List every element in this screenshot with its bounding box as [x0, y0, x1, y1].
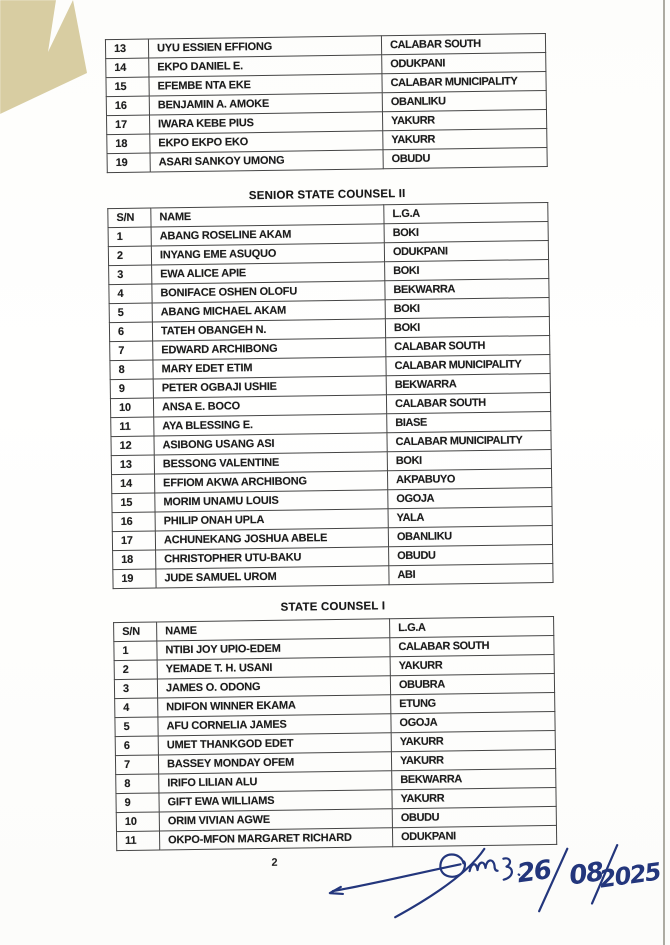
name-cell: ANSA E. BOCO: [153, 395, 386, 417]
name-cell: UYU ESSIEN EFFIONG: [148, 36, 381, 58]
lga-cell: CALABAR MUNICIPALITY: [387, 430, 551, 451]
name-cell: NDIFON WINNER EKAMA: [158, 695, 391, 717]
header-cell: NAME: [157, 619, 390, 641]
serial-cell: 13: [105, 39, 148, 59]
name-cell: MORIM UNAMU LOUIS: [155, 490, 388, 512]
serial-cell: 9: [116, 793, 159, 813]
serial-cell: 19: [107, 153, 150, 173]
page-number: 2: [271, 856, 278, 869]
serial-cell: 16: [112, 512, 155, 532]
name-cell: EFFIOM AKWA ARCHIBONG: [155, 471, 388, 493]
serial-cell: 3: [109, 265, 152, 285]
name-cell: BESSONG VALENTINE: [154, 452, 387, 474]
header-cell: L.G.A: [390, 616, 554, 637]
name-cell: CHRISTOPHER UTU-BAKU: [156, 547, 389, 569]
lga-cell: BOKI: [384, 222, 548, 243]
name-cell: PHILIP ONAH UPLA: [155, 509, 388, 531]
counsel-continuation-table: [105, 33, 548, 173]
serial-cell: 19: [113, 569, 156, 589]
lga-cell: BOKI: [385, 297, 549, 318]
lga-cell: YAKURR: [382, 110, 546, 131]
name-cell: IWARA KEBE PIUS: [149, 112, 382, 134]
serial-cell: 15: [112, 493, 155, 513]
header-cell: S/N: [108, 208, 151, 228]
serial-cell: 11: [116, 831, 159, 851]
name-cell: UMET THANKGOD EDET: [158, 733, 391, 755]
lga-cell: CALABAR SOUTH: [390, 635, 554, 656]
lga-cell: YALA: [388, 506, 552, 527]
serial-cell: 17: [106, 115, 149, 135]
handwritten-signature: [310, 833, 661, 942]
name-cell: BENJAMIN A. AMOKE: [149, 93, 382, 115]
lga-cell: BOKI: [387, 449, 551, 470]
serial-cell: 4: [115, 698, 158, 718]
serial-cell: 6: [109, 322, 152, 342]
serial-cell: 5: [115, 717, 158, 737]
lga-cell: BEKWARRA: [392, 768, 556, 789]
serial-cell: 1: [108, 227, 151, 247]
name-cell: OKPO-MFON MARGARET RICHARD: [159, 828, 392, 850]
lga-cell: OBUDU: [389, 544, 553, 565]
lga-cell: BEKWARRA: [385, 278, 549, 299]
name-cell: EKPO DANIEL E.: [149, 55, 382, 77]
serial-cell: 2: [108, 246, 151, 266]
name-cell: ASIBONG USANG ASI: [154, 433, 387, 455]
name-cell: ABANG ROSELINE AKAM: [151, 224, 384, 246]
lga-cell: CALABAR SOUTH: [386, 335, 550, 356]
name-cell: JUDE SAMUEL UROM: [156, 566, 389, 588]
serial-cell: 15: [106, 77, 149, 97]
lga-cell: BOKI: [385, 259, 549, 280]
serial-cell: 13: [111, 455, 154, 475]
lga-cell: BEKWARRA: [386, 373, 550, 394]
serial-cell: 12: [111, 436, 154, 456]
lga-cell: OBUBRA: [390, 673, 554, 694]
lga-cell: OGOJA: [388, 487, 552, 508]
signature-date-month: 08: [567, 857, 605, 892]
serial-cell: 8: [116, 774, 159, 794]
header-cell: S/N: [114, 622, 157, 642]
name-cell: MARY EDET ETIM: [153, 357, 386, 379]
name-cell: IRIFO LILIAN ALU: [159, 771, 392, 793]
name-cell: TATEH OBANGEH N.: [152, 319, 385, 341]
serial-cell: 18: [107, 134, 150, 154]
signature-date-year: 2025: [597, 857, 662, 894]
lga-cell: YAKURR: [391, 749, 555, 770]
lga-cell: OBANLIKU: [388, 525, 552, 546]
lga-cell: YAKURR: [391, 730, 555, 751]
lga-cell: AKPABUYO: [387, 468, 551, 489]
lga-cell: OBUDU: [383, 148, 547, 169]
state-counsel-i-table: [113, 616, 557, 851]
name-cell: INYANG EME ASUQUO: [151, 243, 384, 265]
name-cell: PETER OGBAJI USHIE: [153, 376, 386, 398]
lga-cell: ODUKPANI: [384, 240, 548, 261]
serial-cell: 7: [115, 755, 158, 775]
name-cell: AYA BLESSING E.: [154, 414, 387, 436]
serial-cell: 16: [106, 96, 149, 116]
lga-cell: YAKURR: [383, 129, 547, 150]
serial-cell: 14: [106, 58, 149, 78]
serial-cell: 5: [109, 303, 152, 323]
lga-cell: OBANLIKU: [382, 91, 546, 112]
name-cell: ORIM VIVIAN AGWE: [159, 809, 392, 831]
lga-cell: OBUDU: [392, 806, 556, 827]
serial-cell: 3: [114, 679, 157, 699]
lga-cell: CALABAR SOUTH: [386, 392, 550, 413]
serial-cell: 14: [112, 474, 155, 494]
lga-cell: ETUNG: [391, 692, 555, 713]
name-cell: EWA ALICE APIE: [152, 262, 385, 284]
lga-cell: CALABAR SOUTH: [381, 34, 545, 55]
lga-cell: BOKI: [385, 316, 549, 337]
section-title-state-counsel-i: STATE COUNSEL I: [280, 600, 386, 614]
name-cell: AFU CORNELIA JAMES: [158, 714, 391, 736]
serial-cell: 18: [113, 550, 156, 570]
lga-cell: ODUKPANI: [382, 53, 546, 74]
name-cell: EDWARD ARCHIBONG: [153, 338, 386, 360]
name-cell: GIFT EWA WILLIAMS: [159, 790, 392, 812]
serial-cell: 10: [110, 398, 153, 418]
name-cell: ASARI SANKOY UMONG: [150, 150, 383, 172]
name-cell: BONIFACE OSHEN OLOFU: [152, 281, 385, 303]
name-cell: ACHUNEKANG JOSHUA ABELE: [155, 528, 388, 550]
header-cell: L.G.A: [384, 203, 548, 224]
serial-cell: 2: [114, 660, 157, 680]
serial-cell: 9: [110, 379, 153, 399]
serial-cell: 17: [112, 531, 155, 551]
serial-cell: 7: [110, 341, 153, 361]
serial-cell: 6: [115, 736, 158, 756]
name-cell: EKPO EKPO EKO: [150, 131, 383, 153]
name-cell: NTIBI JOY UPIO-EDEM: [157, 638, 390, 660]
lga-cell: ODUKPANI: [392, 825, 556, 846]
serial-cell: 8: [110, 360, 153, 380]
serial-cell: 1: [114, 641, 157, 661]
serial-cell: 4: [109, 284, 152, 304]
lga-cell: YAKURR: [390, 654, 554, 675]
name-cell: EFEMBE NTA EKE: [149, 74, 382, 96]
name-cell: JAMES O. ODONG: [157, 676, 390, 698]
name-cell: BASSEY MONDAY OFEM: [158, 752, 391, 774]
lga-cell: OGOJA: [391, 711, 555, 732]
lga-cell: CALABAR MUNICIPALITY: [382, 72, 546, 93]
header-cell: NAME: [151, 205, 384, 227]
senior-state-counsel-ii-table: [107, 202, 553, 589]
lga-cell: ABI: [389, 563, 553, 584]
signature-date-day: 26: [515, 855, 553, 890]
serial-cell: 10: [116, 812, 159, 832]
serial-cell: 11: [111, 417, 154, 437]
section-title-senior-state-counsel-ii: SENIOR STATE COUNSEL II: [248, 187, 406, 203]
lga-cell: BIASE: [387, 411, 551, 432]
name-cell: ABANG MICHAEL AKAM: [152, 300, 385, 322]
name-cell: YEMADE T. H. USANI: [157, 657, 390, 679]
lga-cell: YAKURR: [392, 787, 556, 808]
signature-date: [515, 853, 661, 894]
lga-cell: CALABAR MUNICIPALITY: [386, 354, 550, 375]
